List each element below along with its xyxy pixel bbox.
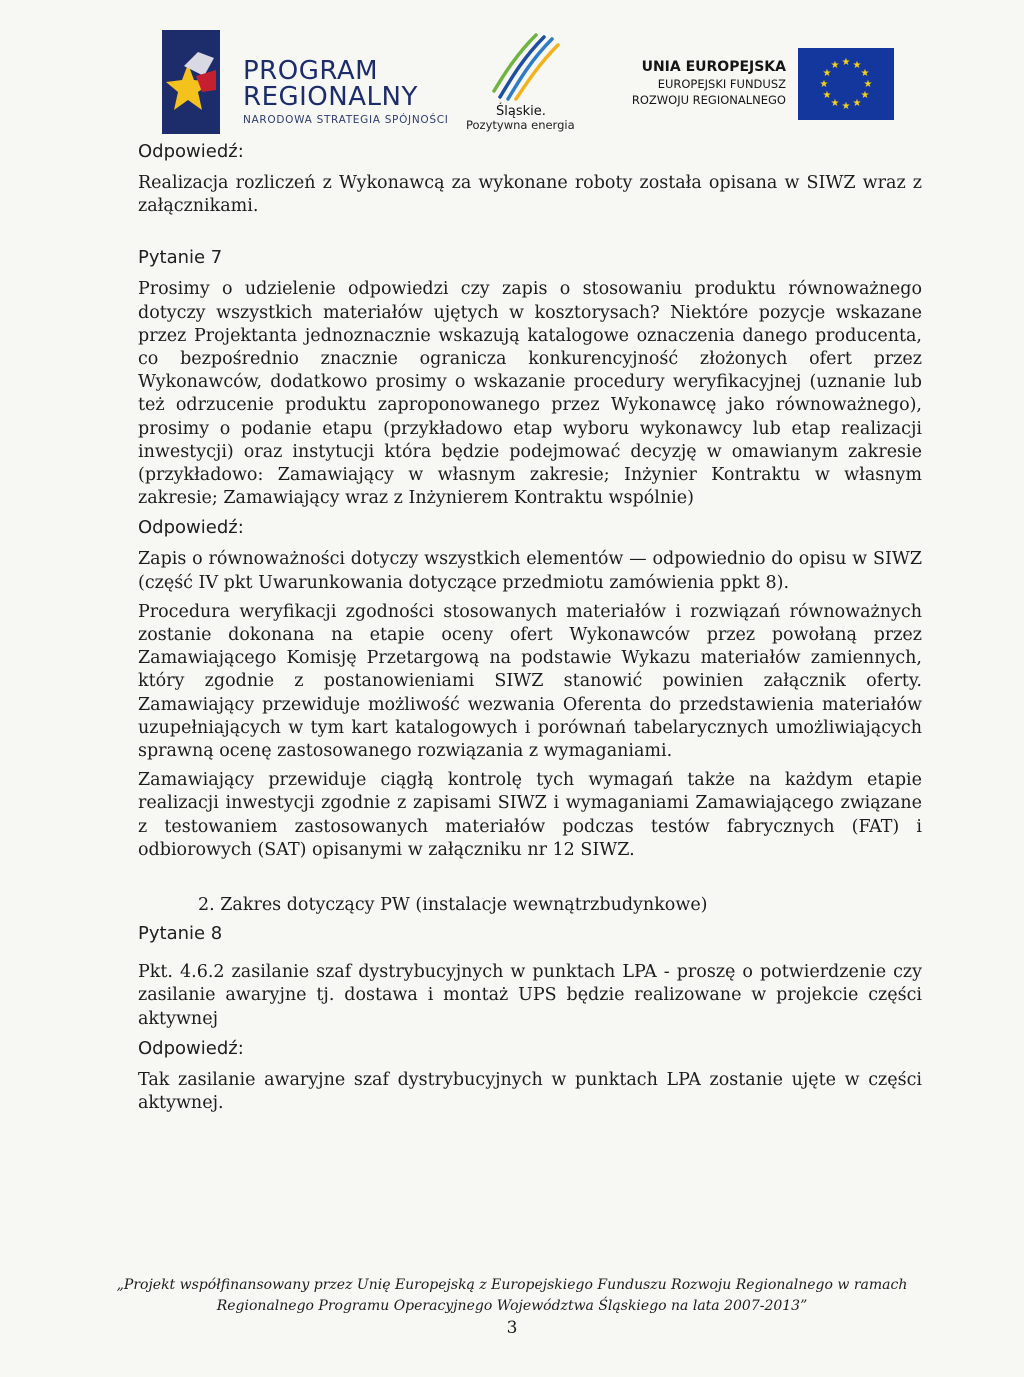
answer-7-paragraph-3: Zamawiający przewiduje ciągłą kontrolę tych wymagań także na każdym etapie realizacji inwestycji zgodnie z zapisami SIWZ i wymaganiami Zamawiającego związane z testowaniem zastosowanych materiałów podczas testów fabrycznych (FAT) i odbiorowych (SAT) opisanymi w załączniku nr 12 SIWZ. [138, 770, 922, 860]
svg-text:★: ★ [822, 68, 832, 79]
page-footer [60, 1275, 964, 1317]
svg-text:★: ★ [860, 90, 870, 101]
slaskie-tagline: Pozytywna energia [466, 118, 575, 132]
document-body [138, 140, 922, 1115]
program-line2: REGIONALNY [243, 82, 418, 112]
svg-text:★: ★ [852, 60, 862, 71]
question-7-text: Prosimy o udzielenie odpowiedzi czy zapis o stosowaniu produktu równoważnego dotyczy wszystkich materiałów ujętych w kosztorysach? Niektóre pozycje wskazane przez Projektanta jednoznacznie wskazują katalogowe oznaczenia danego producenta, co bezpośrednio znacznie ogranicza konkurencyjność złożonych ofert przez Wykonawców, dodatkowo prosimy o wskazanie procedury weryfikacyjnej (uznanie lub też odrzucenie produktu zaproponowanego przez Wykonawcę jako równoważnego), prosimy o podanie etapu (przykładowo etap wyboru wykonawcy lub etap realizacji inwestycji) oraz instytucji która będzie podejmować decyzję w omawianym zakresie (przykładowo: Zamawiający w własnym zakresie; Inżynier Kontraktu w własnym zakresie; Zamawiający wraz z Inżynierem Kontraktu wspólnie) [138, 279, 922, 509]
svg-text:★: ★ [822, 90, 832, 101]
svg-text:★: ★ [863, 79, 873, 90]
slaskie-name: Śląskie. [496, 104, 546, 119]
program-line1: PROGRAM [243, 56, 379, 86]
svg-text:★: ★ [841, 57, 851, 68]
answer-8-text: Tak zasilanie awaryjne szaf dystrybucyjnych w punktach LPA zostanie ujęte w części aktywnej. [138, 1069, 922, 1114]
section-2-heading: 2. Zakres dotyczący PW (instalacje wewnątrzbudynkowe) [198, 895, 708, 916]
page-header [0, 0, 1024, 140]
answer-8-label: Odpowiedź: [138, 1037, 244, 1059]
page-number: 3 [506, 1318, 518, 1338]
svg-text:★: ★ [860, 68, 870, 79]
svg-text:★: ★ [841, 101, 851, 112]
program-line3: NARODOWA STRATEGIA SPÓJNOŚCI [243, 114, 449, 126]
svg-text:★: ★ [819, 79, 829, 90]
svg-text:★: ★ [852, 98, 862, 109]
eu-line3: ROZWOJU REGIONALNEGO [631, 93, 786, 107]
footer-line2: Regionalnego Programu Operacyjnego Województwa Śląskiego na lata 2007-2013” [216, 1298, 808, 1314]
question-8-text: Pkt. 4.6.2 zasilanie szaf dystrybucyjnych w punktach LPA - proszę o potwierdzenie czy zasilanie awaryjne tj. dostawa i montaż UPS będzie realizowane w projekcie części aktywnej [138, 962, 922, 1029]
question-8-title: Pytanie 8 [138, 923, 223, 945]
answer-6-text: Realizacja rozliczeń z Wykonawcą za wykonane roboty została opisana w SIWZ wraz z załącznikami. [138, 173, 922, 217]
eu-line1: UNIA EUROPEJSKA [641, 59, 786, 75]
answer-7-paragraph-2: Procedura weryfikacji zgodności stosowanych materiałów i rozwiązań równoważnych zostanie dokonana na etapie oceny ofert Wykonawców przez powołaną przez Zamawiającego Komisję Przetargową na podstawie Wykazu materiałów zamiennych, który zgodnie z postanowieniami SIWZ stanowić powinien załącznik oferty. Zamawiający przewiduje możliwość wezwania Oferenta do przedstawienia materiałów uzupełniających w tym kart katalogowych i porównań tabelarycznych umożliwiających sprawną ocenę zastosowanego rozwiązania z wymaganiami. [138, 601, 922, 762]
program-regionalny-logo-icon [162, 30, 220, 134]
answer-7-label: Odpowiedź: [138, 517, 244, 539]
eu-line2: EUROPEJSKI FUNDUSZ [657, 77, 786, 91]
svg-text:★: ★ [830, 60, 840, 71]
svg-text:★: ★ [830, 98, 840, 109]
slaskie-logo-icon [490, 33, 560, 101]
eu-text [590, 58, 786, 108]
answer-7-paragraph-1: Zapis o równoważności dotyczy wszystkich elementów — odpowiednio do opisu w SIWZ (część IV pkt Uwarunkowania dotyczące przedmiotu zamówienia ppkt 8). [138, 549, 922, 593]
question-7-title: Pytanie 7 [138, 247, 223, 269]
footer-line1: „Projekt współfinansowany przez Unię Europejską z Europejskiego Funduszu Rozwoju Regionalnego w ramach [116, 1277, 908, 1293]
program-regionalny-text [243, 58, 449, 126]
eu-flag-icon [798, 48, 894, 120]
answer-6-label: Odpowiedź: [138, 141, 244, 162]
